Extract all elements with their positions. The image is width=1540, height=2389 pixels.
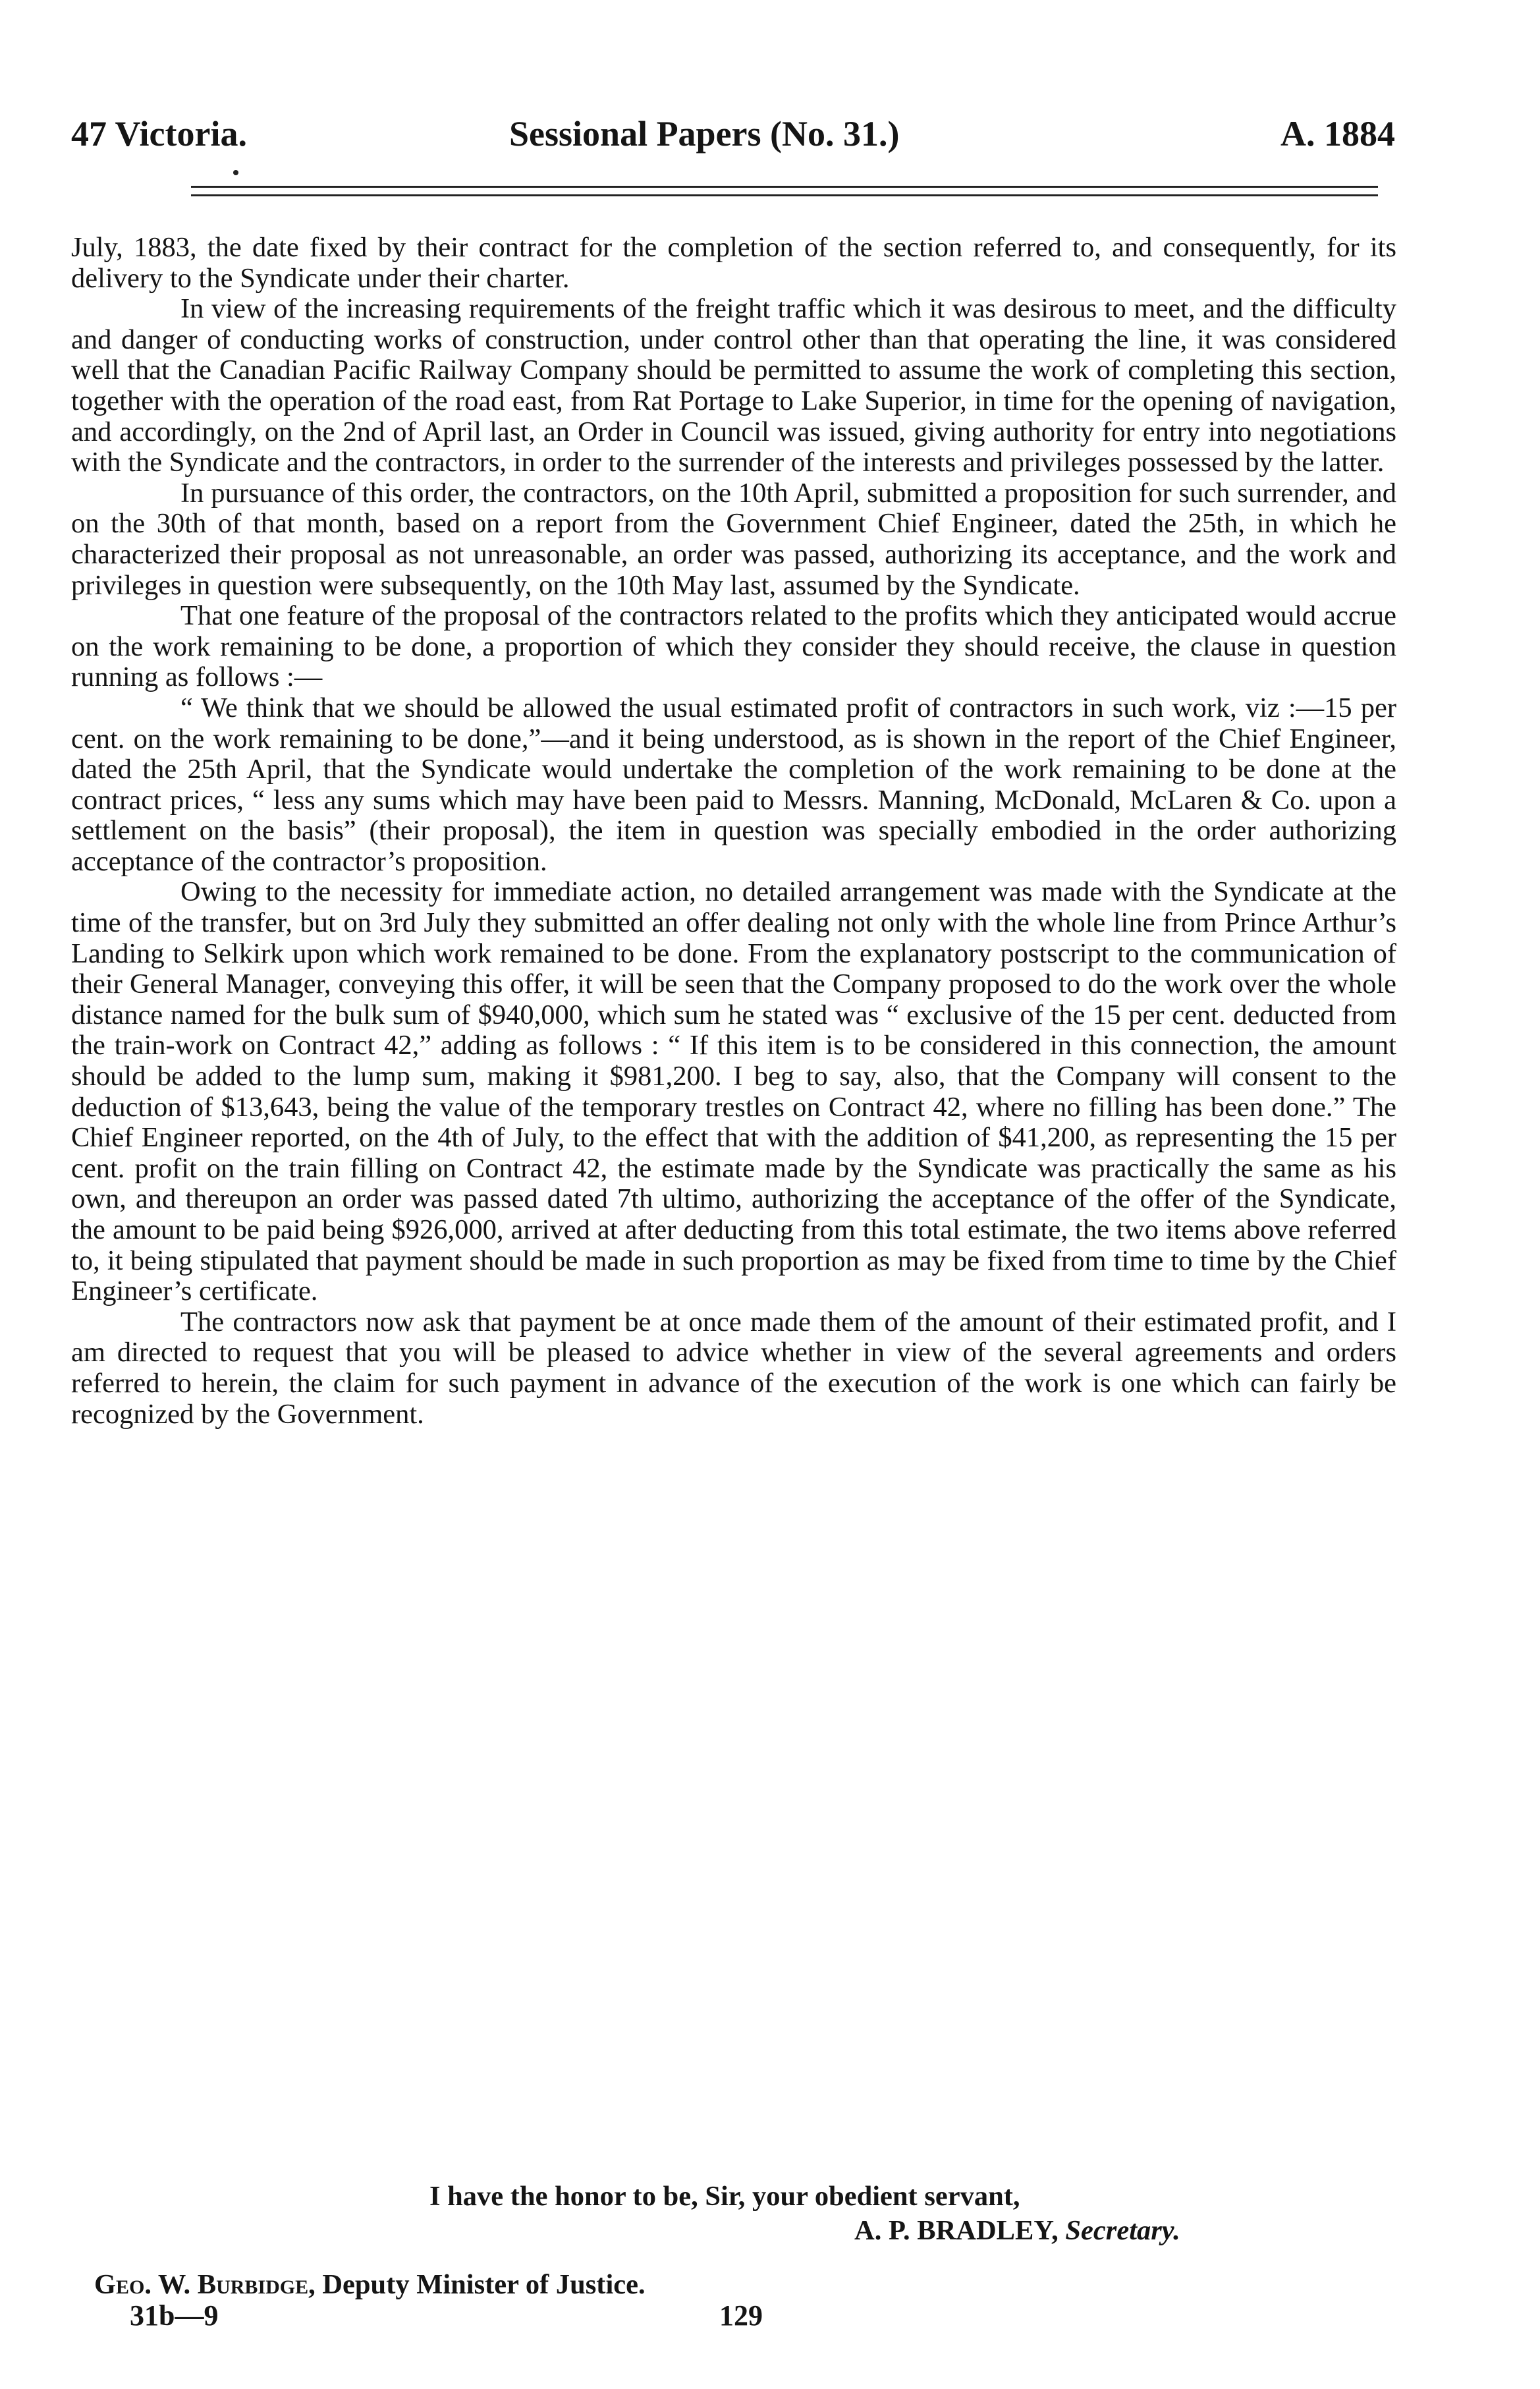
header-dot-mark <box>233 170 238 175</box>
page-number: 129 <box>719 2299 763 2332</box>
addressee-line <box>94 2270 646 2300</box>
document-number: 31b—9 <box>130 2299 219 2332</box>
letter-body <box>71 233 1396 1430</box>
running-header <box>71 111 1395 157</box>
paragraph-5-quotation: “ We think that we should be allowed the usual estimated profit of contractors in such work, viz :—15 per cent. on the work remaining to be done,”—and it being understood, as is shown in the report of the Chief Engineer, dated the 25th April, that the Syndicate would undertake the completion of the work remaining to be done at the contract prices, “ less any sums which may have been paid to Messrs. Manning, McDonald, McLaren & Co. upon a settlement on the basis” (their proposal), the item in question was specially embodied in the order authorizing acceptance of the contractor’s proposition. <box>71 692 1396 877</box>
paragraph-3: In pursuance of this order, the contractors, on the 10th April, submitted a proposition for such surrender, and on the 30th of that month, based on a report from the Government Chief Engineer, dated the 25th, in which he characterized their proposal as not unreasonable, an order was passed, authorizing its acceptance, and the work and privileges in question were subsequently, on the 10th May last, assumed by the Syndicate. <box>71 477 1396 601</box>
addressee-name: Geo. W. Burbidge <box>94 2269 309 2300</box>
header-double-rule <box>191 186 1378 196</box>
signatory-title: Secretary. <box>1065 2215 1180 2246</box>
header-volume: 47 Victoria. <box>71 114 247 154</box>
addressee-title: , Deputy Minister of Justice. <box>308 2269 646 2300</box>
signature-block <box>854 2216 1180 2247</box>
paragraph-6: Owing to the necessity for immediate action, no detailed arrangement was made with the Syndicate at the time of the transfer, but on 3rd July they submitted an offer dealing not only with the whole line from Prince Arthur’s Landing to Selkirk upon which work remained to be done. From the explanatory postscript to the communication of their General Manager, conveying this offer, it will be seen that the Company proposed to do the work over the whole distance named for the bulk sum of $940,000, which sum he stated was “ exclusive of the 15 per cent. deducted from the train-work on Contract 42,” adding as follows : “ If this item is to be considered in this connection, the amount should be added to the lump sum, making it $981,200. I beg to say, also, that the Company will consent to the deduction of $13,643, being the value of the temporary trestles on Contract 42, where no filling has been done.” The Chief Engineer reported, on the 4th of July, to the effect that with the addition of $41,200, as representing the 15 per cent. profit on the train filling on Contract 42, the estimate made by the Syndicate was practically the same as his own, and thereupon an order was passed dated 7th ultimo, authorizing the acceptance of the offer of the Syndicate, the amount to be paid being $926,000, arrived at after deducting from this total estimate, the two items above referred to, it being stipulated that payment should be made in such proportion as may be fixed from time to time by the Chief Engineer’s certificate. <box>71 876 1396 1307</box>
signatory-name: A. P. BRADLEY, <box>854 2215 1059 2246</box>
paragraph-1: July, 1883, the date fixed by their contract for the completion of the section referred to, and consequently, for its delivery to the Syndicate under their charter. <box>71 232 1396 294</box>
paragraph-2: In view of the increasing requirements of the freight traffic which it was desirous to meet, and the difficulty and danger of conducting works of construction, under control other than that operating the line, it was considered well that the Canadian Pacific Railway Company should be permitted to assume the work of completing this section, together with the operation of the road east, from Rat Portage to Lake Superior, in time for the opening of navigation, and accordingly, on the 2nd of April last, an Order in Council was issued, giving authority for entry into negotiations with the Syndicate and the contractors, in order to the surrender of the interests and privileges possessed by the latter. <box>71 293 1396 478</box>
paragraph-7: The contractors now ask that payment be at once made them of the amount of their estimated profit, and I am directed to request that you will be pleased to advice whether in view of the several agreements and orders referred to herein, the claim for such payment in advance of the execution of the work is one which can fairly be recognized by the Government. <box>71 1306 1396 1430</box>
header-year: A. 1884 <box>1280 114 1395 154</box>
closing-salutation: I have the honor to be, Sir, your obedient servant, <box>429 2181 1020 2212</box>
header-title: Sessional Papers (No. 31.) <box>509 114 900 154</box>
paragraph-4: That one feature of the proposal of the contractors related to the profits which they anticipated would accrue on the work remaining to be done, a proportion of which they consider they should receive, the clause in question running as follows :— <box>71 600 1396 693</box>
